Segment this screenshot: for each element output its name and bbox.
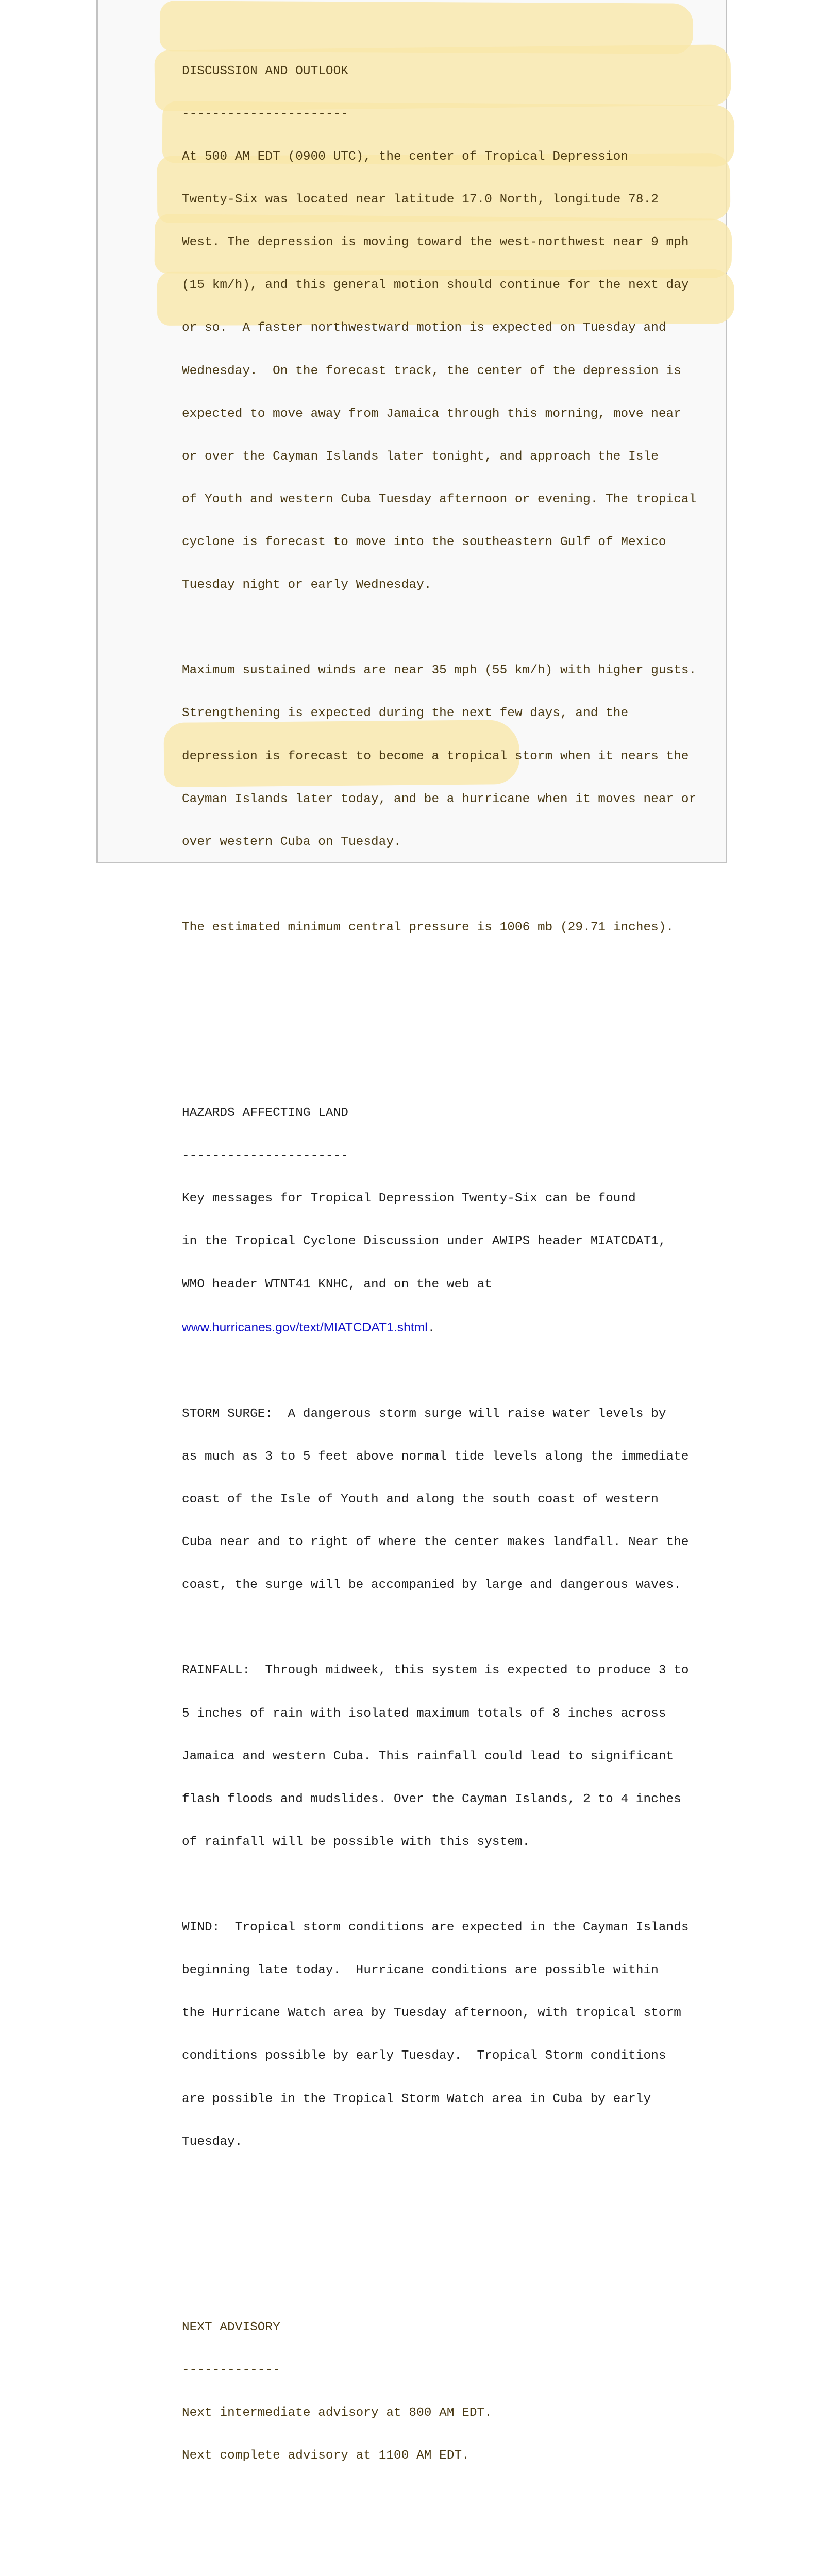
storm-surge-line: STORM SURGE: A dangerous storm surge will raise water levels by — [182, 1406, 666, 1421]
key-messages-line: WMO header WTNT41 KNHC, and on the web at — [182, 1277, 492, 1292]
key-messages-line: in the Tropical Cyclone Discussion under AWIPS header MIATCDAT1, — [182, 1234, 666, 1249]
wind-line: WIND: Tropical storm conditions are expected in the Cayman Islands — [182, 1921, 689, 1935]
rainfall-line: RAINFALL: Through midweek, this system is expected to produce 3 to — [182, 1664, 689, 1678]
next-advisory-line: Next complete advisory at 1100 AM EDT. — [182, 2449, 469, 2463]
discussion-line: cyclone is forecast to move into the southeastern Gulf of Mexico — [182, 535, 666, 550]
discussion-section — [182, 36, 728, 963]
rainfall-line: of rainfall will be possible with this system. — [182, 1835, 530, 1849]
rainfall-line: flash floods and mudslides. Over the Cayman Islands, 2 to 4 inches — [182, 1792, 681, 1806]
discussion-line: Tuesday night or early Wednesday. — [182, 578, 432, 592]
tcd-link[interactable]: www.hurricanes.gov/text/MIATCDAT1.shtml — [182, 1320, 428, 1334]
wind-line: conditions possible by early Tuesday. Tropical Storm conditions — [182, 2049, 666, 2063]
storm-surge-line: as much as 3 to 5 feet above normal tide levels along the immediate — [182, 1449, 689, 1464]
winds-line: depression is forecast to become a tropical storm when it nears the — [182, 749, 689, 764]
discussion-line: or over the Cayman Islands later tonight, and approach the Isle — [182, 449, 659, 464]
hazards-heading: HAZARDS AFFECTING LAND — [182, 1106, 348, 1121]
next-advisory-section — [182, 2292, 728, 2492]
winds-line: Cayman Islands later today, and be a hurricane when it moves near or — [182, 792, 697, 806]
key-messages-link-line — [182, 1320, 728, 1336]
winds-line: Maximum sustained winds are near 35 mph (55 km/h) with higher gusts. — [182, 664, 697, 678]
link-period: . — [427, 1321, 435, 1335]
storm-surge-line: coast, the surge will be accompanied by large and dangerous waves. — [182, 1578, 681, 1592]
winds-line: over western Cuba on Tuesday. — [182, 835, 401, 849]
key-messages-line: Key messages for Tropical Depression Twenty-Six can be found — [182, 1192, 636, 1206]
advisory-text — [182, 7, 728, 2576]
discussion-line: or so. A faster northwestward motion is expected on Tuesday and — [182, 321, 666, 335]
pressure-line: The estimated minimum central pressure is 1006 mb (29.71 inches). — [182, 920, 674, 935]
discussion-line: Wednesday. On the forecast track, the center of the depression is — [182, 364, 681, 378]
rainfall-line: 5 inches of rain with isolated maximum totals of 8 inches across — [182, 1706, 666, 1721]
discussion-line: At 500 AM EDT (0900 UTC), the center of Tropical Depression — [182, 150, 629, 164]
next-advisory-heading: NEXT ADVISORY — [182, 2320, 280, 2334]
discussion-line: (15 km/h), and this general motion should continue for the next day — [182, 278, 689, 293]
discussion-line: Twenty-Six was located near latitude 17.0 North, longitude 78.2 — [182, 193, 659, 207]
discussion-line: of Youth and western Cuba Tuesday afternoon or evening. The tropical — [182, 492, 697, 506]
discussion-line: West. The depression is moving toward the west-northwest near 9 mph — [182, 235, 689, 250]
wind-line: are possible in the Tropical Storm Watch area in Cuba by early — [182, 2092, 651, 2106]
storm-surge-line: Cuba near and to right of where the center makes landfall. Near the — [182, 1535, 689, 1550]
next-advisory-rule: ------------- — [182, 2363, 280, 2377]
storm-surge-line: coast of the Isle of Youth and along the south coast of western — [182, 1493, 659, 1507]
hazards-section — [182, 1078, 728, 2178]
hazards-rule: ---------------------- — [182, 1149, 348, 1163]
discussion-line: expected to move away from Jamaica through this morning, move near — [182, 406, 681, 421]
next-advisory-line: Next intermediate advisory at 800 AM EDT. — [182, 2406, 492, 2420]
wind-line: Tuesday. — [182, 2134, 243, 2149]
wind-line: beginning late today. Hurricane conditions are possible within — [182, 1963, 659, 1978]
discussion-rule: ---------------------- — [182, 107, 348, 121]
winds-line: Strengthening is expected during the next few days, and the — [182, 706, 629, 721]
discussion-heading: DISCUSSION AND OUTLOOK — [182, 64, 348, 78]
wind-line: the Hurricane Watch area by Tuesday afternoon, with tropical storm — [182, 2006, 681, 2021]
rainfall-line: Jamaica and western Cuba. This rainfall could lead to significant — [182, 1749, 674, 1764]
